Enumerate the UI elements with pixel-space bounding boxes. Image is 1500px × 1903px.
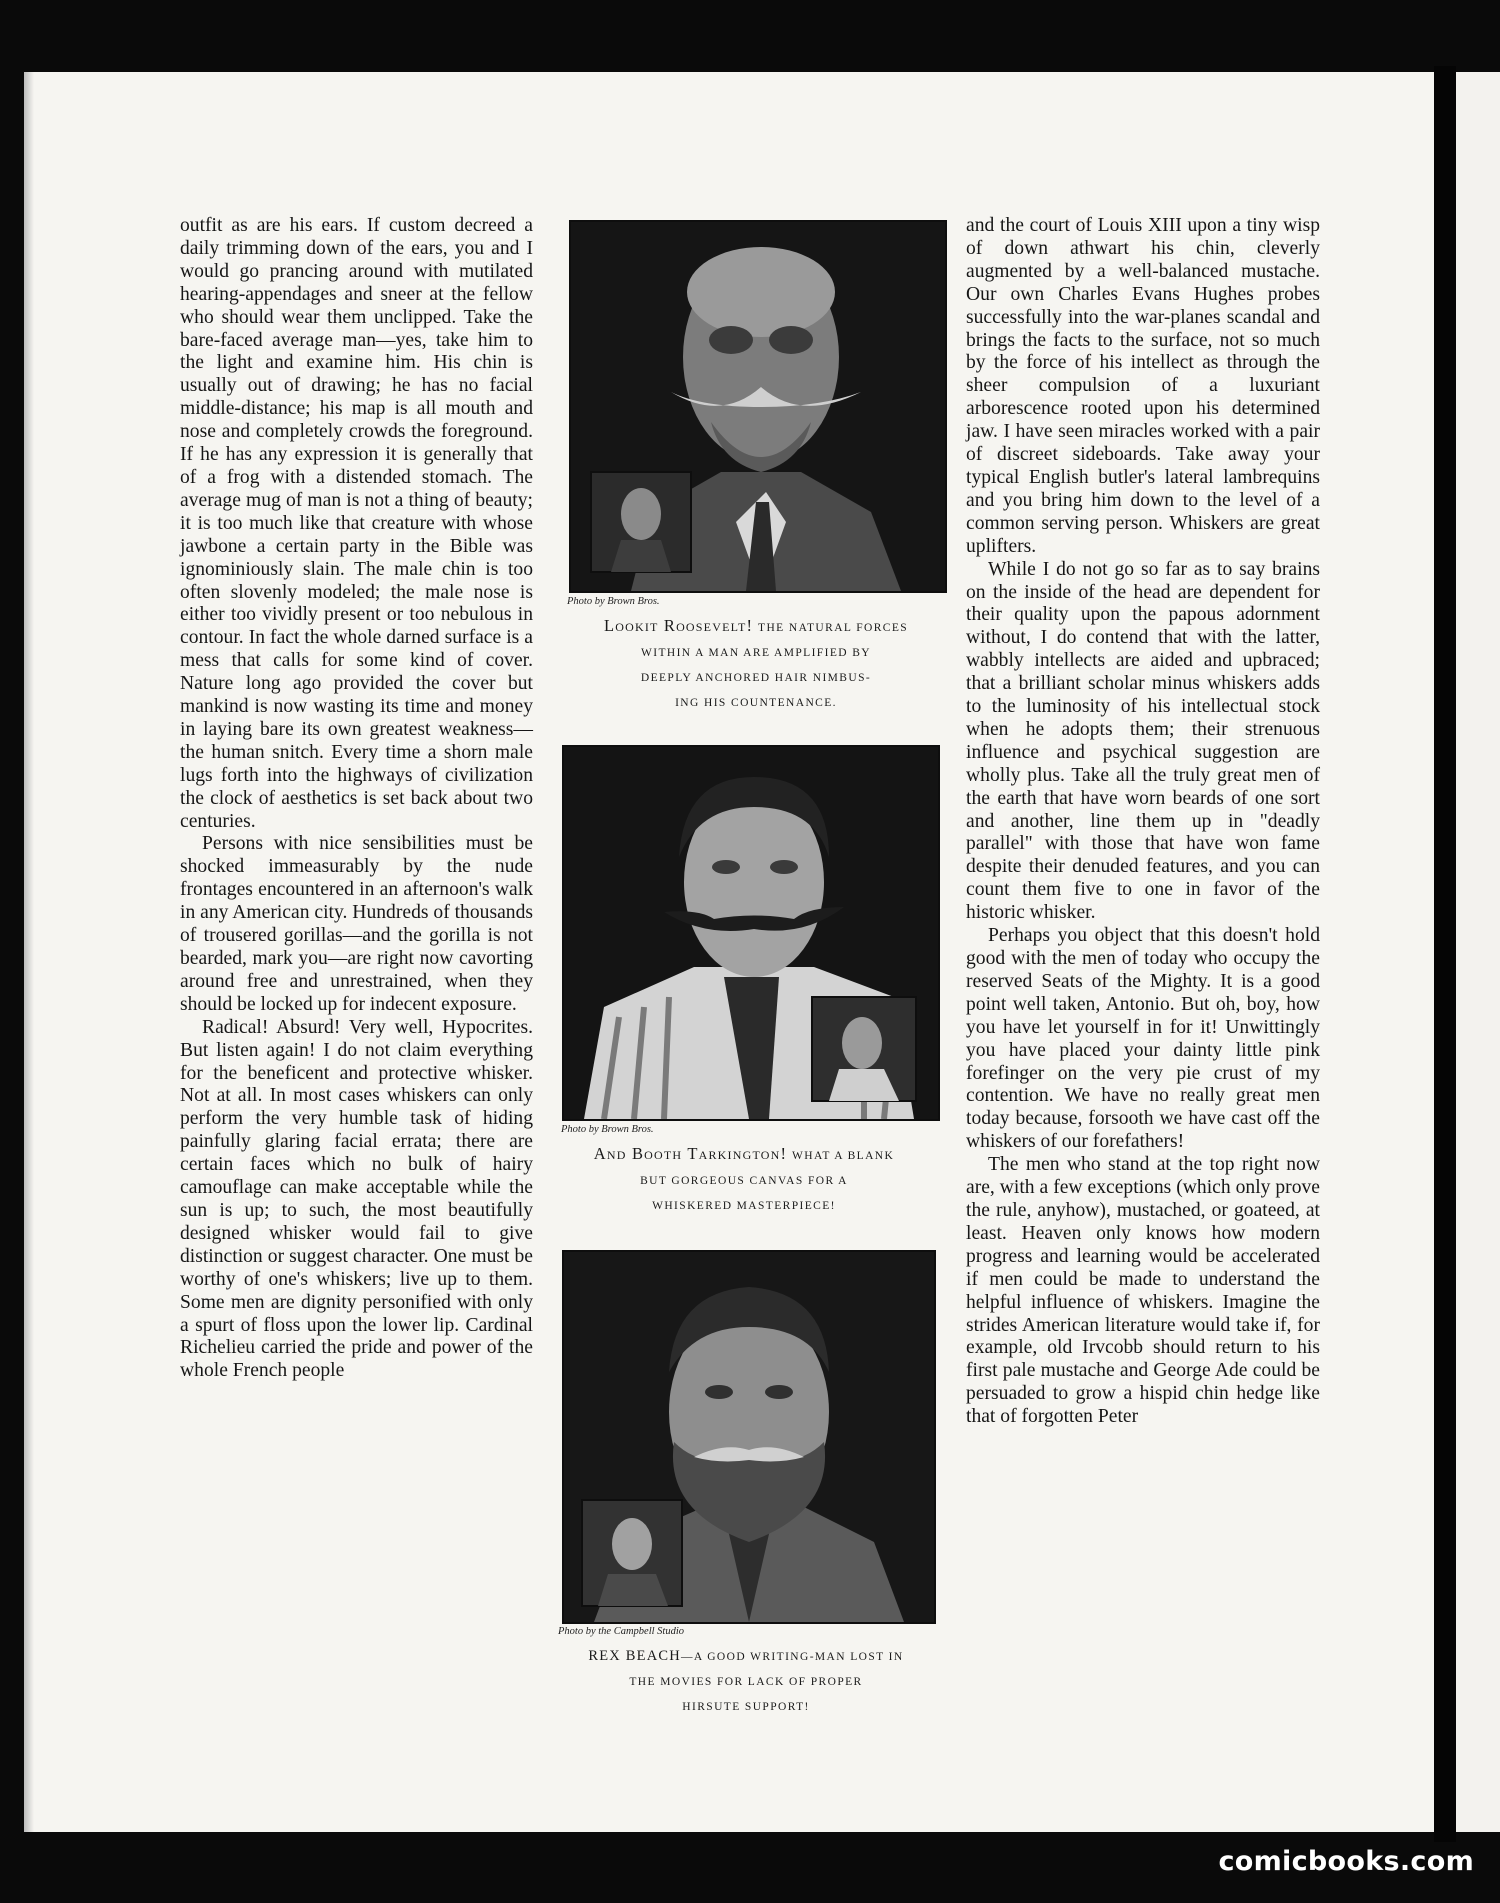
photo-credit: Photo by the Campbell Studio — [558, 1626, 684, 1637]
article-paragraph: Radical! Absurd! Very well, Hypocrites. But listen again! I do not claim everything for the beneficent and protective whisker. Not at all. In most cases whiskers can only perform the very humble task of hiding painfully glaring facial errata; there are certain faces which no bulk of hairy camouflage can make acceptable while the sun is up; to such, the most beautifully designed whisker would fail to give distinction or suggest character. One must be worthy of one's whiskers; live up to them. Some men are dignity personified with only a spurt of floss upon the lower lip. Cardinal Richelieu carried the pride and power of the whole French people — [180, 1016, 533, 1382]
article-paragraph: Perhaps you object that this doesn't hold good with the men of today who occupy the reserved Seats of the Mighty. It is a good point well taken, Antonio. But oh, boy, how you have let yourself in for it! Unwittingly you have placed your dainty little pink forefinger on the very pie crust of my contention. We have no really great men today because, forsooth we have cast off the whiskers of our forefathers! — [966, 925, 1320, 1153]
page-edge-shadow — [24, 72, 34, 1832]
caption-lead: And Booth Tarkington! — [593, 1144, 788, 1163]
article-paragraph: Persons with nice sensibilities must be shocked immeasurably by the nude frontages encountered in an afternoon's walk in any American city. Hundreds of thousands of trousered gorillas—and the gorilla is not bearded, mark you—are right now cavorting around free and unrestrained, when they should be locked up for indecent exposure. — [180, 833, 533, 1015]
caption-line: THE NATURAL FORCES — [758, 622, 909, 634]
caption-line: WITHIN A MAN ARE AMPLIFIED BY — [640, 647, 872, 659]
caption-line: —A GOOD WRITING-MAN LOST IN — [680, 1651, 904, 1663]
caption-line: THE MOVIES FOR LACK OF PROPER — [629, 1676, 863, 1688]
caption-line: ING HIS COUNTENANCE. — [675, 697, 837, 709]
caption-line: DEEPLY ANCHORED HAIR NIMBUS- — [640, 672, 872, 684]
book-gutter — [1434, 66, 1456, 1842]
photo-caption — [550, 1644, 942, 1719]
article-paragraph: and the court of Louis XIII upon a tiny wisp of down athwart his chin, cleverly augmented by a well-balanced mustache. Our own Charles Evans Hughes probes successfully into the war-planes scandal and brings the facts to the surface, not so much by the force of his intellect as through the sheer compulsion of a luxuriant arborescence rooted upon his determined jaw. I have seen miracles worked with a pair of discreet sideboards. Take away your typical English butler's lateral lambrequins and you bring him down to the level of a common serving person. Whiskers are great uplifters. — [966, 215, 1320, 557]
caption-lead: REX BEACH — [588, 1648, 681, 1664]
photo-credit: Photo by Brown Bros. — [567, 596, 660, 607]
caption-line: WHISKERED MASTERPIECE! — [652, 1200, 836, 1212]
article-column-left — [180, 215, 533, 1383]
article-paragraph: The men who stand at the top right now are, with a few exceptions (which only prove the rule, anyhow), mustached, or goateed, at least. Heaven only knows how modern progress and learning would be accelerated if men could be made to understand the helpful influence of whiskers. Imagine the strides American literature would take if, for example, old Irvcobb should return to his first pale mustache and George Ade could be persuaded to grow a hispid chin hedge like that of forgotten Peter — [966, 1154, 1320, 1428]
caption-line: WHAT A BLANK — [792, 1150, 895, 1162]
photo-tarkington — [562, 745, 940, 1121]
site-watermark: comicbooks.com — [1218, 1846, 1474, 1877]
caption-lead: Lookit Roosevelt! — [603, 616, 754, 635]
photo-rex-beach — [562, 1250, 936, 1624]
caption-line: BUT GORGEOUS CANVAS FOR A — [640, 1175, 848, 1187]
photo-caption — [560, 614, 952, 715]
caption-line: HIRSUTE SUPPORT! — [682, 1701, 810, 1713]
article-column-right — [966, 215, 1320, 1429]
facing-page-edge — [1456, 72, 1500, 1832]
article-paragraph: outfit as are his ears. If custom decreed a daily trimming down of the ears, you and I would go prancing around with mutilated hearing-appendages and sneer at the fellow who should wear them unclipped. Take the bare-faced average man—yes, take him to the light and examine him. His chin is usually out of drawing; he has no facial middle-distance; his map is all mouth and nose and completely crowds the foreground. If he has any expression it is generally that of a frog with a distended stomach. The average mug of man is not a thing of beauty; it is too much like that creature with whose jawbone a certain party in the Bible was ignominiously slain. The male chin is too often slovenly modeled; the male nose is either too vividly present or too nebulous in contour. In fact the whole darned surface is a mess that calls for some kind of cover. Nature long ago provided the cover but mankind is now wasting its time and money in laying bare its own greatest weakness—the human snitch. Every time a shorn male lugs forth into the highways of civilization the clock of aesthetics is set back about two centuries. — [180, 215, 533, 832]
photo-caption — [548, 1142, 940, 1218]
article-paragraph: While I do not go so far as to say brains on the inside of the head are dependent for their quality upon the papous adornment without, I do contend that with the latter, wabbly intellects are aided and upbraced; that a brilliant scholar minus whiskers adds to the luminosity of his intellectual stock when he adopts them; their strenuous influence and psychical suggestion are wholly plus. Take all the truly great men of the earth that have worn beards of one sort and another, line them up in "deadly parallel" with those that have won fame despite their denuded features, and you can count them five to one in favor of the historic whisker. — [966, 558, 1320, 924]
photo-roosevelt — [569, 220, 947, 593]
photo-credit: Photo by Brown Bros. — [561, 1124, 654, 1135]
